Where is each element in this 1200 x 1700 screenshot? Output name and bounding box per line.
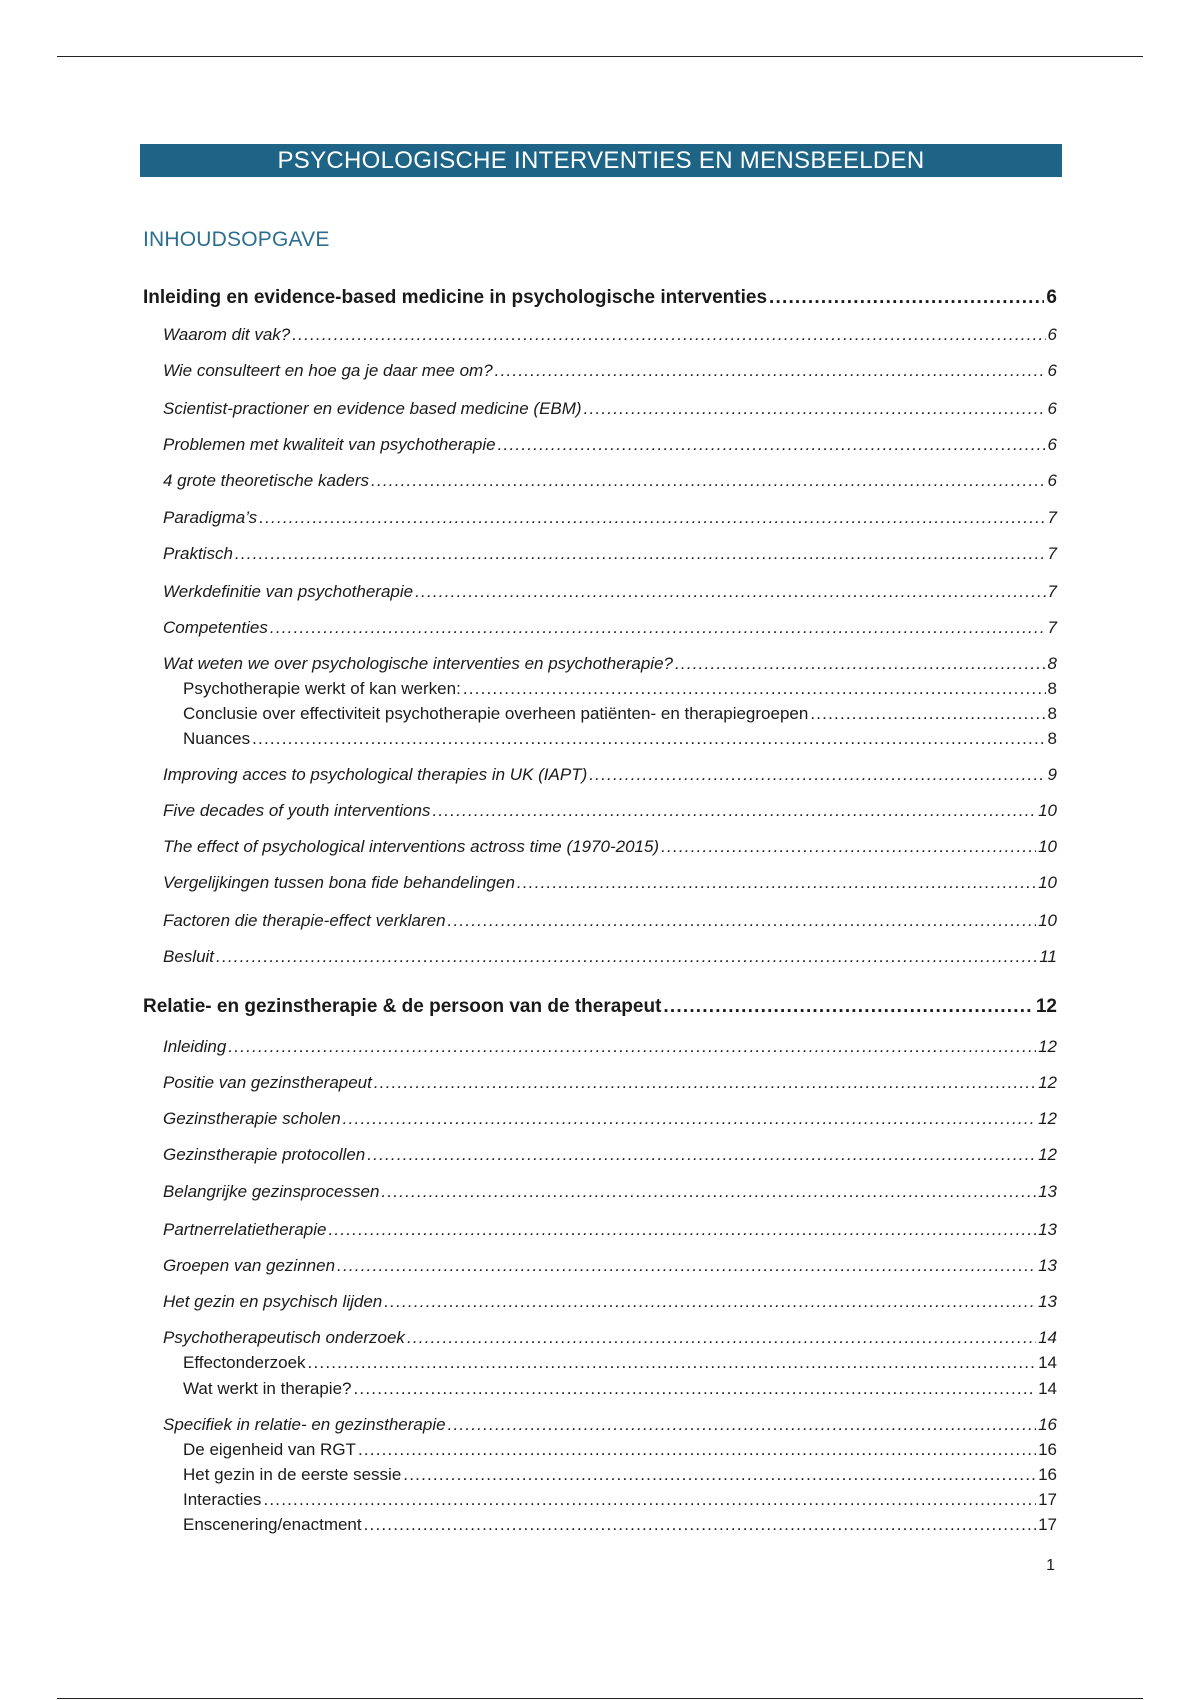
toc-subentry[interactable]: Effectonderzoek ..... 14 [183,1353,1057,1373]
toc-entry[interactable]: Scientist-practioner en evidence based medicine (EBM) ..... 6 [163,399,1057,419]
page-number: 1 [1046,1557,1055,1574]
toc-entry[interactable]: Positie van gezinstherapeut ..... 12 [163,1073,1057,1093]
toc-entry[interactable]: Inleiding ..... 12 [163,1037,1057,1057]
toc-entry[interactable]: The effect of psychological interventions actross time (1970-2015) ..... 10 [163,837,1057,857]
toc-entry[interactable]: Gezinstherapie scholen ..... 12 [163,1109,1057,1129]
toc-entry[interactable]: Het gezin en psychisch lijden ..... 13 [163,1292,1057,1312]
header-rule [57,56,1143,57]
toc-entry[interactable]: Competenties ..... 7 [163,618,1057,638]
toc-entry[interactable]: Wie consulteert en hoe ga je daar mee om? ..... 6 [163,361,1057,381]
footer-rule [57,1698,1143,1699]
toc-entry[interactable]: Problemen met kwaliteit van psychotherapie ..... 6 [163,435,1057,455]
toc-entry[interactable]: Gezinstherapie protocollen ..... 12 [163,1145,1057,1165]
toc-entry[interactable]: Paradigma’s ..... 7 [163,508,1057,528]
toc-entry[interactable]: Psychotherapeutisch onderzoek ..... 14 [163,1328,1057,1348]
toc-subentry[interactable]: Psychotherapie werkt of kan werken: ..... 8 [183,679,1057,699]
toc-entry[interactable]: Improving acces to psychological therapies in UK (IAPT) ..... 9 [163,765,1057,785]
toc-subentry[interactable]: Nuances ..... 8 [183,729,1057,749]
toc-entry[interactable]: Partnerrelatietherapie ..... 13 [163,1220,1057,1240]
toc-entry[interactable]: Wat weten we over psychologische interventies en psychotherapie? ..... 8 [163,654,1057,674]
toc-entry[interactable]: Werkdefinitie van psychotherapie ..... 7 [163,582,1057,602]
toc-subentry[interactable]: De eigenheid van RGT ..... 16 [183,1440,1057,1460]
toc-entry[interactable]: Specifiek in relatie- en gezinstherapie ..... 16 [163,1415,1057,1435]
toc-entry[interactable]: Groepen van gezinnen ..... 13 [163,1256,1057,1276]
toc-subentry[interactable]: Het gezin in de eerste sessie ..... 16 [183,1465,1057,1485]
toc-entry[interactable]: Factoren die therapie-effect verklaren ..... 10 [163,911,1057,931]
toc-heading: INHOUDSOPGAVE [143,228,330,251]
toc-entry[interactable]: Waarom dit vak? ..... 6 [163,325,1057,345]
toc-subentry[interactable]: Conclusie over effectiviteit psychotherapie overheen patiënten- en therapiegroepen ..... 8 [183,704,1057,724]
toc-entry[interactable]: Belangrijke gezinsprocessen ..... 13 [163,1182,1057,1202]
document-title: PSYCHOLOGISCHE INTERVENTIES EN MENSBEELDEN [140,144,1062,177]
toc-entry[interactable]: Besluit ..... 11 [163,947,1057,967]
toc-entry-chapter[interactable]: Relatie- en gezinstherapie & de persoon van de therapeut ..... 12 [143,996,1057,1018]
toc-entry-chapter[interactable]: Inleiding en evidence-based medicine in psychologische interventies ..... 6 [143,287,1057,309]
toc-entry[interactable]: Five decades of youth interventions ..... 10 [163,801,1057,821]
toc-entry[interactable]: Vergelijkingen tussen bona fide behandelingen ..... 10 [163,873,1057,893]
toc-subentry[interactable]: Interacties ..... 17 [183,1490,1057,1510]
toc-subentry[interactable]: Enscenering/enactment ..... 17 [183,1515,1057,1535]
toc-subentry[interactable]: Wat werkt in therapie? ..... 14 [183,1379,1057,1399]
toc-entry[interactable]: 4 grote theoretische kaders ..... 6 [163,471,1057,491]
toc-entry[interactable]: Praktisch ..... 7 [163,544,1057,564]
